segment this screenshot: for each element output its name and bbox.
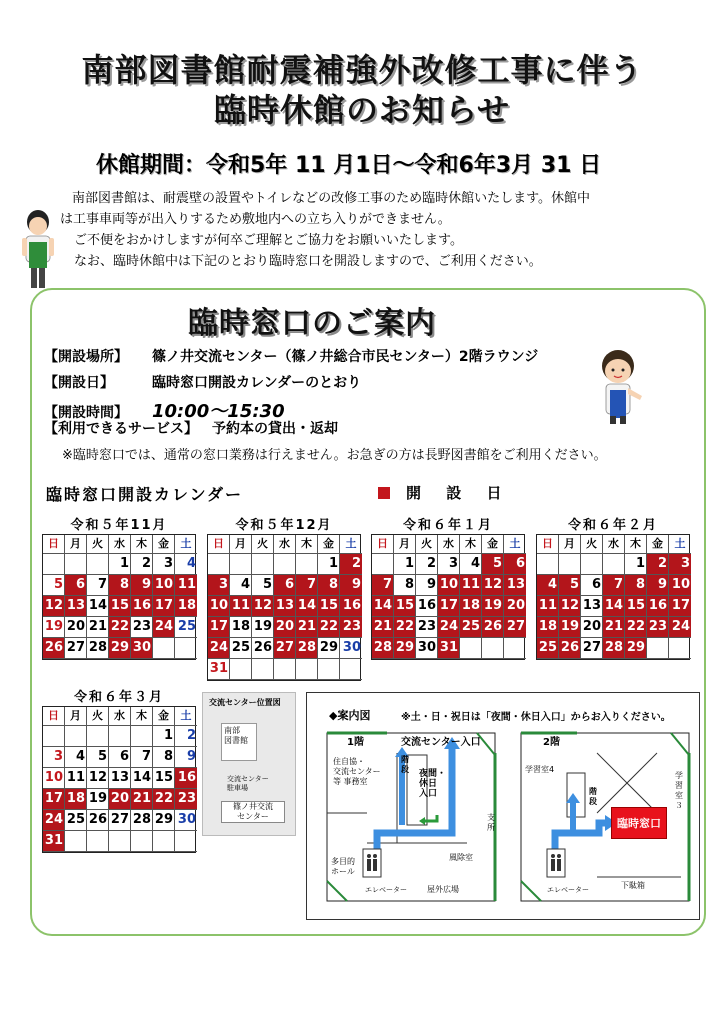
weekday-header: 火 bbox=[416, 535, 438, 554]
calendar-day bbox=[131, 726, 153, 747]
elevator-label: エレベーター bbox=[365, 886, 407, 894]
calendar-2024-03 bbox=[42, 686, 196, 853]
intro-line: は工事車両等が出入りするため敷地内への立ち入りができません。 bbox=[60, 212, 451, 227]
weekday-header: 火 bbox=[581, 535, 603, 554]
calendar-day: 14 bbox=[372, 596, 394, 617]
calendar-day: 25 bbox=[65, 810, 87, 831]
calendar-day: 21 bbox=[372, 617, 394, 638]
calendar-day: 18 bbox=[65, 789, 87, 810]
calendar-day: 8 bbox=[625, 575, 647, 596]
plaza-label: 屋外広場 bbox=[427, 885, 459, 894]
calendar-day bbox=[460, 638, 482, 659]
calendar-day bbox=[274, 659, 296, 680]
calendar-day: 7 bbox=[372, 575, 394, 596]
calendar-day: 4 bbox=[230, 575, 252, 596]
calendar-day: 8 bbox=[318, 575, 340, 596]
calendar-day bbox=[482, 638, 504, 659]
calendar-day: 12 bbox=[482, 575, 504, 596]
weekday-header: 水 bbox=[603, 535, 625, 554]
calendar-day: 27 bbox=[504, 617, 526, 638]
calendar-day: 31 bbox=[208, 659, 230, 680]
wind-room-label: 風除室 bbox=[449, 853, 473, 862]
calendar-day: 27 bbox=[65, 638, 87, 659]
calendar-day bbox=[603, 554, 625, 575]
calendar-day: 1 bbox=[318, 554, 340, 575]
calendar-day: 17 bbox=[669, 596, 691, 617]
weekday-header: 月 bbox=[65, 535, 87, 554]
calendar-day: 2 bbox=[647, 554, 669, 575]
calendar-day bbox=[43, 554, 65, 575]
calendar-day bbox=[87, 554, 109, 575]
calendar-day: 5 bbox=[43, 575, 65, 596]
calendar-day bbox=[537, 554, 559, 575]
calendar-day: 13 bbox=[65, 596, 87, 617]
library-building: 南部 図書館 bbox=[221, 723, 257, 761]
info-label: 【開設日】 bbox=[44, 375, 114, 391]
calendar-day: 22 bbox=[109, 617, 131, 638]
calendar-title: 令和５年12月 bbox=[235, 518, 333, 533]
calendar-day: 5 bbox=[87, 747, 109, 768]
weekday-header: 金 bbox=[153, 707, 175, 726]
calendar-grid bbox=[42, 706, 196, 853]
calendar-day: 18 bbox=[230, 617, 252, 638]
weekday-header: 土 bbox=[340, 535, 362, 554]
weekday-header: 日 bbox=[372, 535, 394, 554]
info-label: 【利用できるサービス】 bbox=[44, 421, 198, 437]
calendar-day: 7 bbox=[296, 575, 318, 596]
calendar-day: 9 bbox=[131, 575, 153, 596]
calendar-day bbox=[175, 831, 197, 852]
calendar-day: 14 bbox=[131, 768, 153, 789]
calendar-day: 25 bbox=[230, 638, 252, 659]
calendar-day: 26 bbox=[252, 638, 274, 659]
info-date bbox=[44, 372, 361, 392]
calendar-day bbox=[669, 638, 691, 659]
weekday-header: 火 bbox=[252, 535, 274, 554]
calendar-grid bbox=[207, 534, 361, 681]
weekday-header: 日 bbox=[208, 535, 230, 554]
calendar-day: 11 bbox=[230, 596, 252, 617]
calendar-day bbox=[252, 659, 274, 680]
calendar-day: 19 bbox=[559, 617, 581, 638]
calendar-day bbox=[65, 831, 87, 852]
calendar-2024-02 bbox=[536, 514, 690, 660]
weekday-header: 日 bbox=[43, 535, 65, 554]
weekday-header: 土 bbox=[175, 707, 197, 726]
calendar-day: 28 bbox=[131, 810, 153, 831]
calendar-day: 12 bbox=[559, 596, 581, 617]
calendar-day bbox=[340, 659, 362, 680]
calendar-2024-01 bbox=[371, 514, 525, 660]
calendar-day: 28 bbox=[603, 638, 625, 659]
calendar-day: 16 bbox=[416, 596, 438, 617]
weekday-header: 木 bbox=[131, 535, 153, 554]
calendar-day: 14 bbox=[296, 596, 318, 617]
calendar-day: 27 bbox=[581, 638, 603, 659]
stairs-label: 階 段 bbox=[589, 787, 597, 806]
calendar-day: 1 bbox=[153, 726, 175, 747]
weekday-header: 木 bbox=[296, 535, 318, 554]
calendar-day: 3 bbox=[438, 554, 460, 575]
calendar-day: 11 bbox=[175, 575, 197, 596]
calendar-day: 31 bbox=[43, 831, 65, 852]
calendar-grid bbox=[371, 534, 525, 660]
calendar-day: 12 bbox=[87, 768, 109, 789]
calendar-day: 20 bbox=[581, 617, 603, 638]
floor2-label: 2階 bbox=[543, 737, 560, 748]
calendar-day: 21 bbox=[296, 617, 318, 638]
floor-map-title: ◆案内図 bbox=[329, 709, 371, 722]
calendar-day: 13 bbox=[274, 596, 296, 617]
calendar-day: 6 bbox=[581, 575, 603, 596]
weekday-header: 土 bbox=[175, 535, 197, 554]
calendar-day bbox=[296, 554, 318, 575]
weekday-header: 月 bbox=[65, 707, 87, 726]
intro-line: 南部図書館は、耐震壁の設置やトイレなどの改修工事のため臨時休館いたします。休館中 bbox=[72, 191, 591, 206]
calendar-day: 17 bbox=[438, 596, 460, 617]
calendar-day: 10 bbox=[43, 768, 65, 789]
calendar-day: 20 bbox=[109, 789, 131, 810]
weekday-header: 日 bbox=[537, 535, 559, 554]
calendar-day: 18 bbox=[175, 596, 197, 617]
calendar-day: 9 bbox=[340, 575, 362, 596]
calendar-day: 2 bbox=[416, 554, 438, 575]
calendar-day bbox=[296, 659, 318, 680]
center-building: 篠ノ井交流 センター bbox=[221, 801, 285, 823]
calendar-day: 15 bbox=[318, 596, 340, 617]
entrance-label: 交流センター入口 bbox=[401, 737, 481, 748]
calendar-day: 6 bbox=[65, 575, 87, 596]
calendar-day: 22 bbox=[625, 617, 647, 638]
calendar-day: 13 bbox=[109, 768, 131, 789]
study-room-3-label: 学 習 室 ３ bbox=[675, 771, 683, 810]
info-value: 10:00～15:30 bbox=[152, 401, 285, 422]
calendar-day: 8 bbox=[109, 575, 131, 596]
intro-line: なお、臨時休館中は下記のとおり臨時窓口を開設しますので、ご利用ください。 bbox=[74, 254, 542, 269]
calendar-day: 12 bbox=[252, 596, 274, 617]
calendar-day: 29 bbox=[394, 638, 416, 659]
legend-label: 開 設 日 bbox=[406, 484, 512, 502]
calendar-day: 23 bbox=[175, 789, 197, 810]
weekday-header: 水 bbox=[274, 535, 296, 554]
calendar-day: 14 bbox=[87, 596, 109, 617]
calendar-day: 7 bbox=[603, 575, 625, 596]
night-entrance-label: 夜間・ 休日 入口 bbox=[419, 769, 447, 799]
calendar-day: 22 bbox=[153, 789, 175, 810]
info-value: 臨時窓口開設カレンダーのとおり bbox=[152, 375, 362, 391]
calendar-day: 26 bbox=[43, 638, 65, 659]
info-place bbox=[44, 346, 538, 366]
calendar-title: 令和６年１月 bbox=[402, 518, 493, 533]
weekday-header: 木 bbox=[460, 535, 482, 554]
calendar-day: 26 bbox=[559, 638, 581, 659]
weekday-header: 土 bbox=[504, 535, 526, 554]
parking-label: 交流センター 駐車場 bbox=[227, 775, 269, 792]
calendar-day: 15 bbox=[394, 596, 416, 617]
calendar-day: 10 bbox=[153, 575, 175, 596]
calendar-day: 7 bbox=[87, 575, 109, 596]
loading-label: 下駄箱 bbox=[621, 881, 645, 890]
calendar-day bbox=[87, 831, 109, 852]
calendar-day: 26 bbox=[482, 617, 504, 638]
calendar-day: 11 bbox=[537, 596, 559, 617]
calendar-day bbox=[65, 554, 87, 575]
calendar-day: 27 bbox=[274, 638, 296, 659]
calendar-day: 29 bbox=[625, 638, 647, 659]
hall-label: 多目的 ホール bbox=[331, 857, 355, 876]
info-service bbox=[44, 418, 338, 438]
calendar-day: 24 bbox=[669, 617, 691, 638]
calendar-day: 20 bbox=[504, 596, 526, 617]
calendar-day: 12 bbox=[43, 596, 65, 617]
calendar-day: 17 bbox=[43, 789, 65, 810]
calendar-day bbox=[109, 831, 131, 852]
weekday-header: 木 bbox=[625, 535, 647, 554]
calendar-day bbox=[647, 638, 669, 659]
intro-line: ご不便をおかけしますが何卒ご理解とご協力をお願いいたします。 bbox=[74, 233, 463, 248]
calendar-day: 5 bbox=[252, 575, 274, 596]
calendar-day: 3 bbox=[153, 554, 175, 575]
calendar-day: 27 bbox=[109, 810, 131, 831]
calendar-day: 9 bbox=[416, 575, 438, 596]
calendar-title: 令和５年11月 bbox=[70, 518, 168, 533]
calendar-day: 30 bbox=[416, 638, 438, 659]
calendar-day: 23 bbox=[131, 617, 153, 638]
calendar-day bbox=[131, 831, 153, 852]
calendar-day: 21 bbox=[603, 617, 625, 638]
calendar-day: 28 bbox=[372, 638, 394, 659]
weekday-header: 木 bbox=[131, 707, 153, 726]
calendar-day: 18 bbox=[537, 617, 559, 638]
calendar-day: 16 bbox=[131, 596, 153, 617]
calendar-day bbox=[43, 726, 65, 747]
calendar-day bbox=[372, 554, 394, 575]
weekday-header: 月 bbox=[394, 535, 416, 554]
calendar-day: 16 bbox=[340, 596, 362, 617]
info-value: 篠ノ井交流センター（篠ノ井総合市民センター）2階ラウンジ bbox=[152, 349, 539, 365]
calendar-day: 1 bbox=[625, 554, 647, 575]
calendar-day bbox=[65, 726, 87, 747]
weekday-header: 水 bbox=[438, 535, 460, 554]
weekday-header: 金 bbox=[318, 535, 340, 554]
calendar-day: 30 bbox=[340, 638, 362, 659]
calendar-day: 9 bbox=[175, 747, 197, 768]
calendar-day: 6 bbox=[274, 575, 296, 596]
weekday-header: 月 bbox=[559, 535, 581, 554]
calendar-day: 23 bbox=[340, 617, 362, 638]
calendar-day: 16 bbox=[175, 768, 197, 789]
calendar-day: 8 bbox=[394, 575, 416, 596]
calendar-day: 30 bbox=[175, 810, 197, 831]
floor-map-note: ※土・日・祝日は「夜間・休日入口」からお入りください。 bbox=[401, 712, 671, 723]
calendar-day: 17 bbox=[208, 617, 230, 638]
calendar-day bbox=[274, 554, 296, 575]
calendar-day: 13 bbox=[581, 596, 603, 617]
calendar-day: 9 bbox=[647, 575, 669, 596]
calendar-day: 19 bbox=[482, 596, 504, 617]
page-title: 南部図書館耐震補強外改修工事に伴う bbox=[81, 51, 643, 89]
calendar-day: 3 bbox=[669, 554, 691, 575]
info-label: 【開設時間】 bbox=[44, 405, 128, 421]
calendar-day bbox=[87, 726, 109, 747]
calendar-day: 29 bbox=[109, 638, 131, 659]
calendar-day: 28 bbox=[296, 638, 318, 659]
calendar-day: 6 bbox=[504, 554, 526, 575]
calendar-day: 13 bbox=[504, 575, 526, 596]
calendar-heading: 臨時窓口開設カレンダー bbox=[46, 485, 243, 504]
calendar-day: 19 bbox=[252, 617, 274, 638]
calendar-day: 10 bbox=[669, 575, 691, 596]
calendar-day: 26 bbox=[87, 810, 109, 831]
calendar-day bbox=[153, 638, 175, 659]
calendar-day: 15 bbox=[109, 596, 131, 617]
calendar-day: 4 bbox=[537, 575, 559, 596]
calendar-day bbox=[208, 554, 230, 575]
calendar-day bbox=[109, 726, 131, 747]
calendar-day: 14 bbox=[603, 596, 625, 617]
calendar-title: 令和６年３月 bbox=[73, 690, 164, 705]
office-label: 住自協・ 交流センター 等 事務室 bbox=[333, 757, 381, 786]
intro-text bbox=[60, 188, 670, 272]
calendar-day: 22 bbox=[394, 617, 416, 638]
section-title: 臨時窓口のご案内 bbox=[188, 306, 436, 341]
calendar-day: 30 bbox=[131, 638, 153, 659]
calendar-day: 25 bbox=[537, 638, 559, 659]
calendar-title: 令和６年２月 bbox=[567, 518, 658, 533]
staff-illustration bbox=[596, 348, 646, 424]
calendar-day: 19 bbox=[43, 617, 65, 638]
weekday-header: 火 bbox=[87, 707, 109, 726]
stairs-label: 階 段 bbox=[401, 755, 409, 774]
weekday-header: 金 bbox=[482, 535, 504, 554]
calendar-day: 3 bbox=[43, 747, 65, 768]
weekday-header: 金 bbox=[153, 535, 175, 554]
calendar-day: 25 bbox=[460, 617, 482, 638]
calendar-grid bbox=[536, 534, 690, 660]
calendar-day: 17 bbox=[153, 596, 175, 617]
weekday-header: 火 bbox=[87, 535, 109, 554]
calendar-day: 4 bbox=[175, 554, 197, 575]
calendar-day: 5 bbox=[559, 575, 581, 596]
calendar-day: 19 bbox=[87, 789, 109, 810]
calendar-day: 20 bbox=[274, 617, 296, 638]
calendar-day: 1 bbox=[109, 554, 131, 575]
calendar-day: 20 bbox=[65, 617, 87, 638]
calendar-day: 24 bbox=[438, 617, 460, 638]
elevator-label: エレベーター bbox=[547, 886, 589, 894]
calendar-grid bbox=[42, 534, 196, 660]
weekday-header: 土 bbox=[669, 535, 691, 554]
calendar-legend bbox=[378, 482, 511, 503]
weekday-header: 水 bbox=[109, 535, 131, 554]
location-map bbox=[202, 692, 296, 836]
calendar-day: 18 bbox=[460, 596, 482, 617]
study-room-4-label: 学習室4 bbox=[525, 765, 555, 774]
calendar-day: 29 bbox=[318, 638, 340, 659]
calendar-day: 21 bbox=[87, 617, 109, 638]
calendar-2023-12 bbox=[207, 514, 361, 681]
calendar-day: 11 bbox=[65, 768, 87, 789]
calendar-day bbox=[252, 554, 274, 575]
calendar-day: 24 bbox=[208, 638, 230, 659]
window-note: ※臨時窓口では、通常の窓口業務は行えません。お急ぎの方は長野図書館をご利用ください。 bbox=[62, 448, 607, 463]
calendar-day: 16 bbox=[647, 596, 669, 617]
calendar-day: 24 bbox=[153, 617, 175, 638]
calendar-day: 31 bbox=[438, 638, 460, 659]
calendar-day: 21 bbox=[131, 789, 153, 810]
calendar-day: 4 bbox=[65, 747, 87, 768]
floor1-label: 1階 bbox=[347, 737, 364, 748]
calendar-day: 23 bbox=[647, 617, 669, 638]
calendar-day: 4 bbox=[460, 554, 482, 575]
calendar-day: 2 bbox=[175, 726, 197, 747]
calendar-day bbox=[230, 554, 252, 575]
calendar-day: 10 bbox=[208, 596, 230, 617]
branch-label: 支 所 bbox=[487, 813, 495, 832]
info-label: 【開設場所】 bbox=[44, 349, 128, 365]
weekday-header: 月 bbox=[230, 535, 252, 554]
calendar-day: 3 bbox=[208, 575, 230, 596]
info-value: 予約本の貸出・返却 bbox=[212, 421, 338, 437]
floor-map bbox=[306, 692, 700, 920]
calendar-2023-11 bbox=[42, 514, 196, 660]
calendar-day bbox=[153, 831, 175, 852]
calendar-day: 22 bbox=[318, 617, 340, 638]
closure-period: 休館期間：令和5年 11 月1日～令和6年3月 31 日 bbox=[96, 153, 602, 178]
calendar-day bbox=[559, 554, 581, 575]
calendar-day: 1 bbox=[394, 554, 416, 575]
calendar-day: 10 bbox=[438, 575, 460, 596]
calendar-day: 24 bbox=[43, 810, 65, 831]
calendar-day bbox=[318, 659, 340, 680]
calendar-day: 6 bbox=[109, 747, 131, 768]
weekday-header: 水 bbox=[109, 707, 131, 726]
weekday-header: 金 bbox=[647, 535, 669, 554]
calendar-day: 28 bbox=[87, 638, 109, 659]
calendar-day: 8 bbox=[153, 747, 175, 768]
staff-illustration bbox=[20, 208, 56, 292]
calendar-day bbox=[504, 638, 526, 659]
calendar-day: 7 bbox=[131, 747, 153, 768]
calendar-day: 15 bbox=[625, 596, 647, 617]
calendar-day: 2 bbox=[340, 554, 362, 575]
location-map-title: 交流センター位置図 bbox=[209, 698, 281, 707]
calendar-day: 5 bbox=[482, 554, 504, 575]
calendar-day: 23 bbox=[416, 617, 438, 638]
calendar-day: 11 bbox=[460, 575, 482, 596]
calendar-day bbox=[175, 638, 197, 659]
page-subtitle: 臨時休館のお知らせ bbox=[213, 91, 511, 129]
calendar-day bbox=[230, 659, 252, 680]
calendar-day: 25 bbox=[175, 617, 197, 638]
calendar-day bbox=[581, 554, 603, 575]
calendar-day: 15 bbox=[153, 768, 175, 789]
calendar-day: 29 bbox=[153, 810, 175, 831]
legend-swatch bbox=[378, 487, 390, 499]
weekday-header: 日 bbox=[43, 707, 65, 726]
temporary-window-location: 臨時窓口 bbox=[611, 807, 667, 839]
calendar-day: 2 bbox=[131, 554, 153, 575]
